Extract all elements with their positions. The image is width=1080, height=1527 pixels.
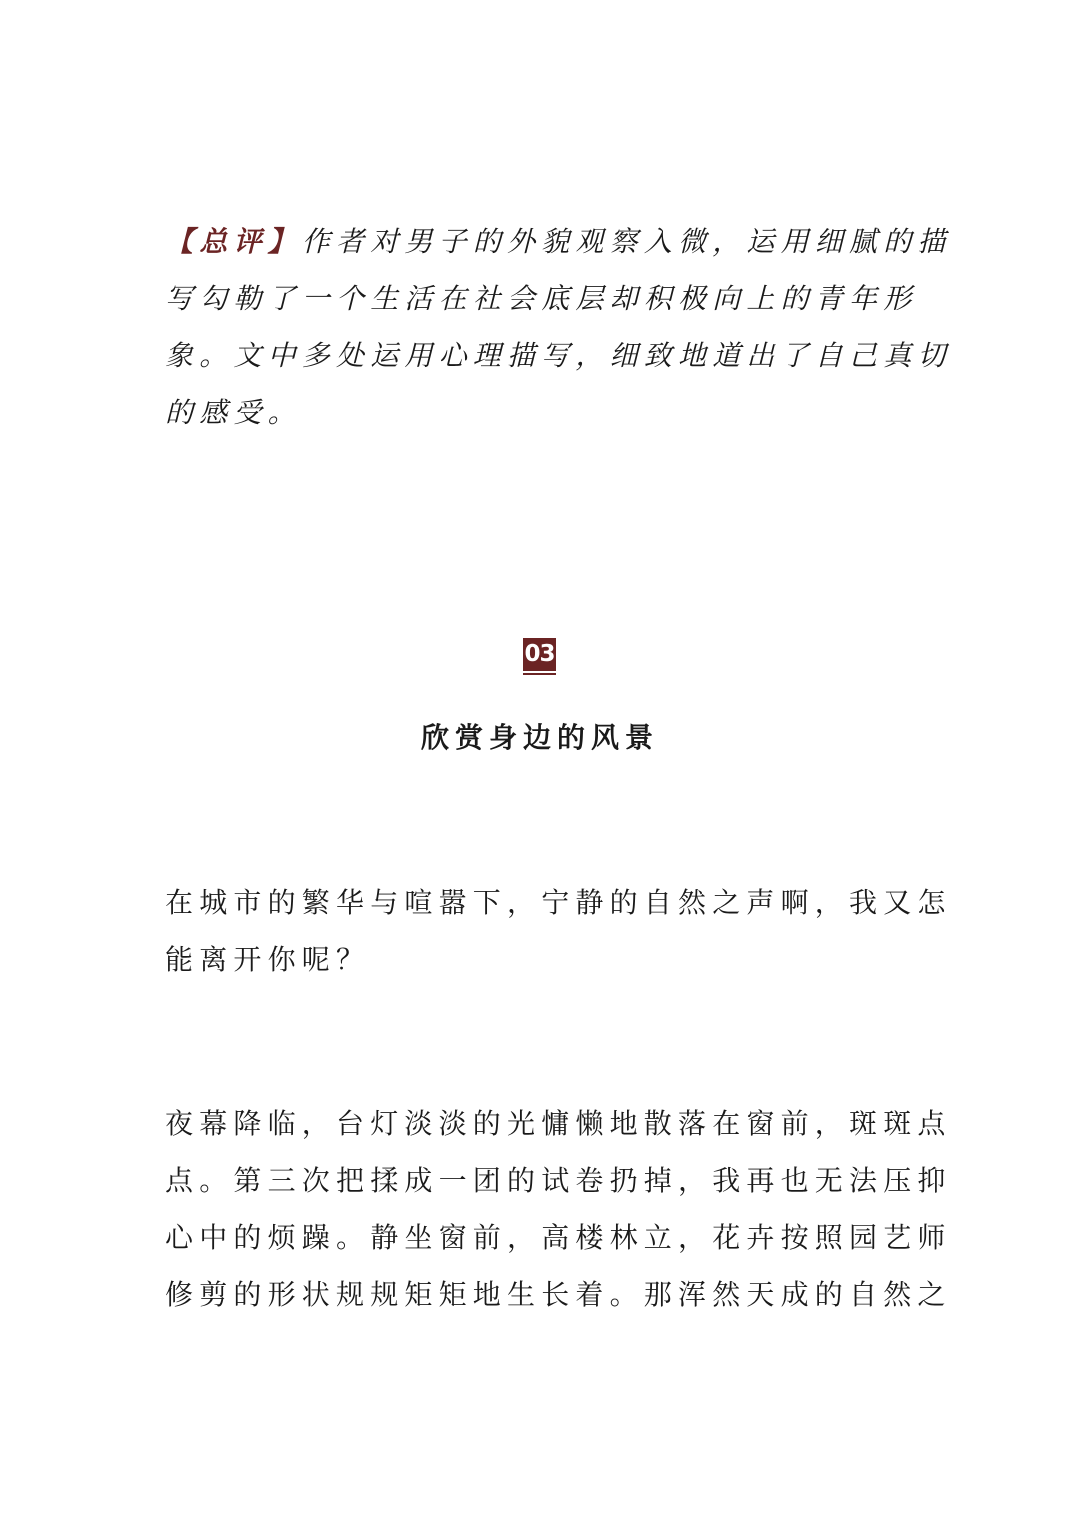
section-number: 03	[523, 638, 556, 671]
paragraph2-line-3: 心中的烦躁。静坐窗前，高楼林立，花卉按照园艺师	[165, 1221, 952, 1254]
paragraph1-line-1: 在城市的繁华与喧嚣下，宁静的自然之声啊，我又怎	[165, 886, 952, 919]
review-line-3: 象。文中多处运用心理描写，细致地道出了自己真切	[165, 339, 952, 372]
body-paragraph-2	[165, 1095, 952, 1323]
section-number-underline	[523, 673, 556, 675]
body-paragraph-1	[165, 874, 952, 988]
review-line-4: 的感受。	[165, 396, 302, 429]
section-title: 欣赏身边的风景	[420, 721, 659, 754]
review-line-2: 写勾勒了一个生活在社会底层却积极向上的青年形	[165, 282, 918, 315]
review-line-1-text: 作者对男子的外貌观察入微，运用细腻的描	[301, 225, 952, 258]
review-bracket-label: 【总评】	[165, 225, 302, 258]
section-number-badge	[523, 638, 556, 676]
review-paragraph	[165, 213, 952, 441]
paragraph1-line-2: 能离开你呢？	[165, 943, 371, 976]
paragraph2-line-2: 点。第三次把揉成一团的试卷扔掉，我再也无法压抑	[165, 1164, 952, 1197]
paragraph2-line-4: 修剪的形状规规矩矩地生长着。那浑然天成的自然之	[165, 1278, 952, 1311]
paragraph2-line-1: 夜幕降临，台灯淡淡的光慵懒地散落在窗前，斑斑点	[165, 1107, 952, 1140]
review-line-1	[165, 213, 952, 270]
